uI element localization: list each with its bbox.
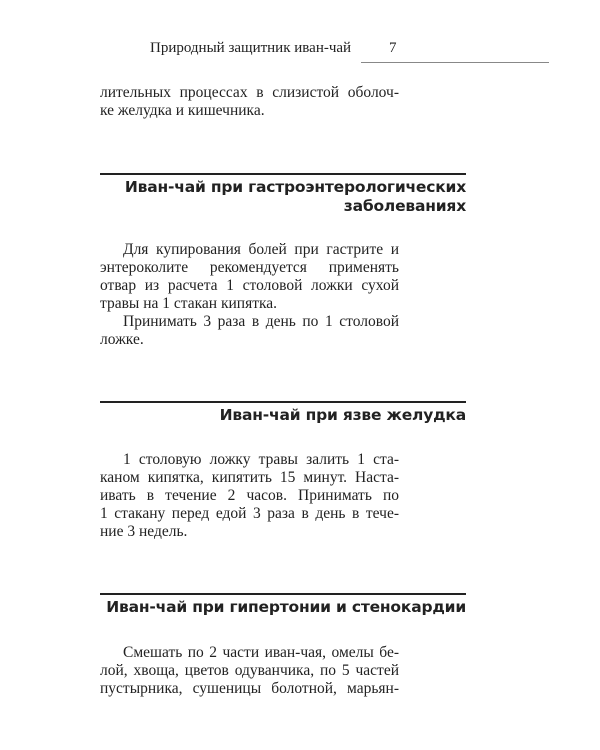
text-line: 1 столовую ложку травы залить 1 ста- bbox=[123, 451, 399, 468]
header-rule bbox=[361, 62, 549, 63]
section-heading: Иван-чай при гастроэнтерологических bbox=[124, 178, 466, 196]
text-line: травы на 1 стакан кипятка. bbox=[100, 295, 278, 312]
text-line: ке желудка и кишечника. bbox=[100, 102, 265, 119]
running-header-title: Природный защитник иван-чай bbox=[150, 40, 352, 56]
section-rule bbox=[100, 593, 466, 595]
text-line: лительных процессах в слизистой оболоч- bbox=[100, 84, 399, 101]
text-line: Смешать по 2 части иван-чая, омелы бе- bbox=[123, 644, 399, 661]
section-rule bbox=[100, 401, 466, 403]
section-rule bbox=[100, 173, 466, 175]
text-line: пустырника, сушеницы болотной, марьян- bbox=[100, 680, 399, 697]
text-line: Принимать 3 раза в день по 1 столовой bbox=[123, 313, 399, 330]
text-line: каном кипятка, кипятить 15 минут. Наста- bbox=[100, 469, 399, 486]
page-number: 7 bbox=[389, 40, 397, 56]
section-heading: Иван-чай при язве желудка bbox=[219, 406, 466, 424]
text-line: отвар из расчета 1 столовой ложки сухой bbox=[100, 277, 399, 294]
text-line: ние 3 недель. bbox=[100, 523, 188, 540]
text-line: энтероколите рекомендуется применять bbox=[100, 259, 399, 276]
text-line: ложке. bbox=[100, 331, 144, 348]
section-heading: заболеваниях bbox=[343, 197, 466, 215]
section-heading: Иван-чай при гипертонии и стенокардии bbox=[106, 598, 466, 616]
text-line: лой, хвоща, цветов одуванчика, по 5 частей bbox=[100, 662, 399, 679]
text-line: 1 стакану перед едой 3 раза в день в тече- bbox=[100, 505, 399, 522]
text-line: Для купирования болей при гастрите и bbox=[123, 241, 399, 258]
text-line: ивать в течение 2 часов. Принимать по bbox=[100, 487, 399, 504]
